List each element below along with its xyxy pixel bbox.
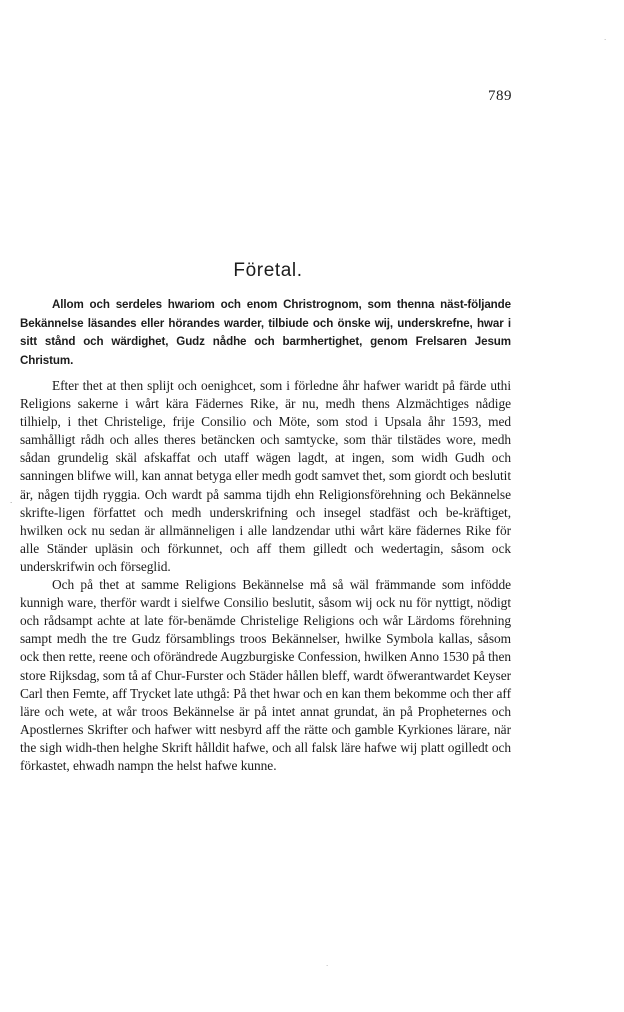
scan-speck-left-margin: · <box>10 499 13 507</box>
body-text <box>20 377 511 775</box>
salutation-paragraph: Allom och serdeles hwariom och enom Christrognom, som thenna näst-följande Bekännelse läsandes eller hörandes warder, tilbiude och önske wij, underskrefne, hwar i sitt stånd och wärdighet, Gudz nådhe och barmhertighet, genom Frelsaren Jesum Christum. <box>20 298 511 367</box>
section-title: Företal. <box>233 260 303 281</box>
page-number: 789 <box>488 88 512 104</box>
scan-speck-bottom: · <box>326 962 329 970</box>
body-paragraph-1: Efter thet at then splijt och oenighcet, som i förledne åhr hafwer waridt på färde uthi Religions sakerne i wårt kära Fädernes Rike, är nu, medh thens Alzmächtiges nådige tilhielp, i thet Christelige, frije Consilio och Möte, som stod i Upsala åhr 1593, med samhålligt rådh och alles theres betäncken och samtycke, som thär tilstädes wore, medh sådan grundelig skäl afskaffat och utaff wägen lagdt, at ingen, som widh Gudh och sanningen blifwe will, kan annat betyga eller medh godt samvet thet, som giordt och beslutit är, någen tijdh ryggia. Och wardt på samma tijdh ehn Religionsförehning och Bekännelse skrifte-ligen författet och medh underskrifning och insegel stadfäst och be-kräftiget, hwilken ock nu sedan är allmänneligen i alle landzendar uthi wårt käre fädernes Rike för alle Ständer upläsin och förkunnet, och aff them gilledt och wedertagin, såsom ock underskrifwin och förseglid. <box>20 378 511 574</box>
body-paragraph-2: Och på thet at samme Religions Bekännelse må så wäl främmande som infödde kunnigh ware, therför wardt i sielfwe Consilio beslutit, såsom wij ock nu för nyttigt, nödigt och rådsampt achte at late för-benämde Christelige Religions och wår Lärdoms förehning sampt medh the tre Gudz församblings troos Bekännelser, hwilke Symbola kallas, såsom ock then rette, reene och oförändrede Augzburgiske Confession, hwilken Anno 1530 på then store Rijksdag, som tå af Chur-Furster och Städer hållen bleff, wardt öfwerantwardet Keyser Carl then Femte, aff Trycket late uthgå: På thet hwar och en kan them bekomme och ther aff läre och wete, at wår troos Bekännelse är på intet annat grundat, än på Propheternes och Apostlernes Skrifter och hafwer witt nesbyrd aff the rätte och gamble Kyrkiones lärare, när the sigh widh-then helghe Skrift hålldit hafwe, och all falsk läre hafwe wij platt ogilledt och förkastet, ehwadh nampn the helst hafwe kunne. <box>20 577 511 773</box>
scan-speck-top-right: · <box>604 36 607 44</box>
